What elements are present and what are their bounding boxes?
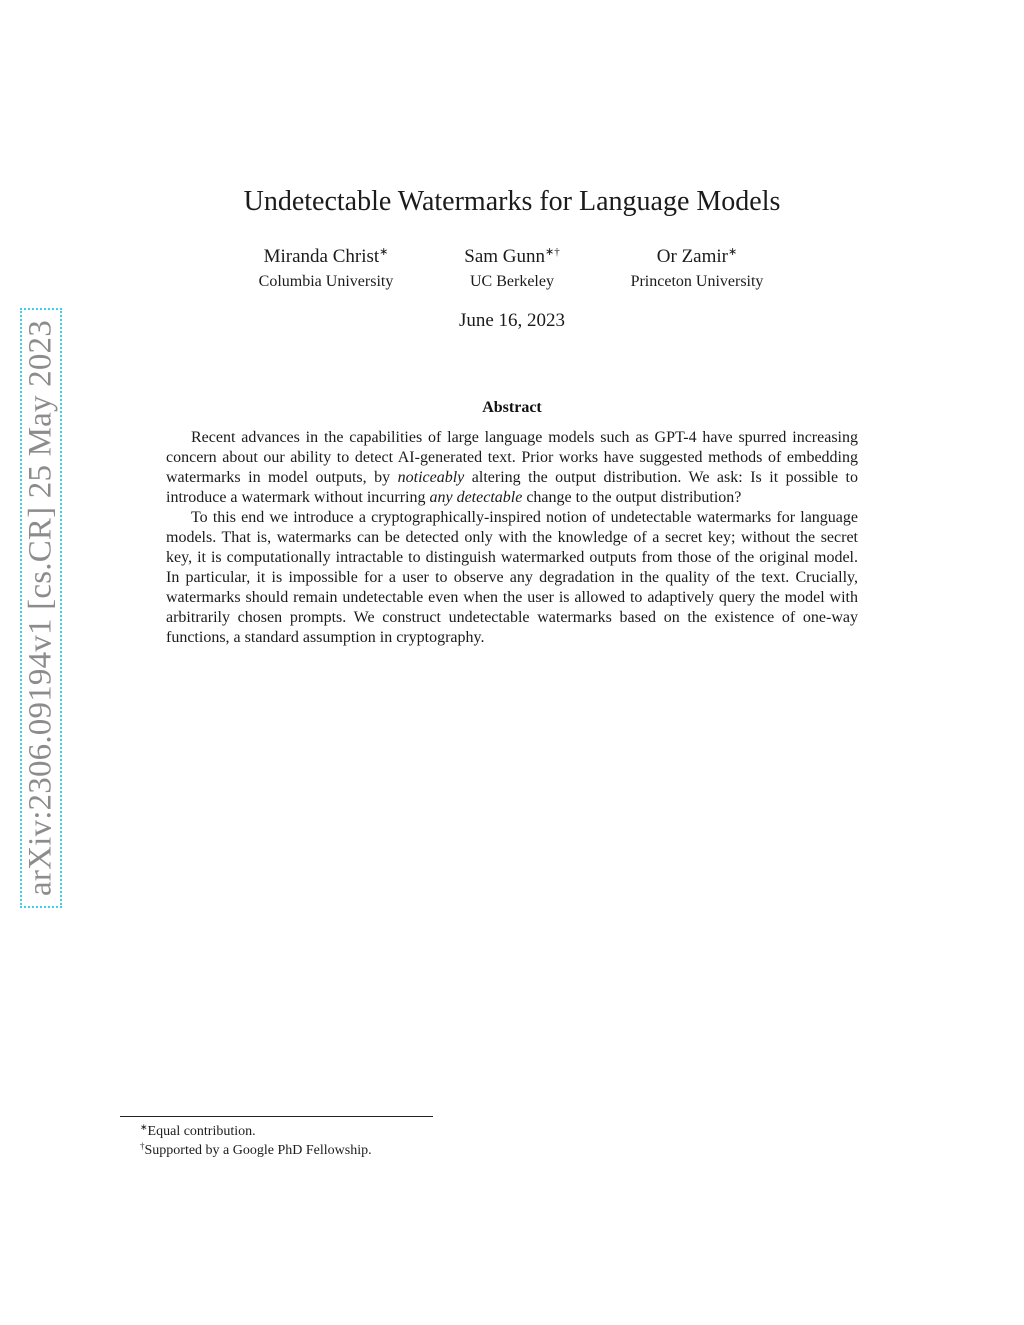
author-block [236,245,416,293]
author-name: Miranda Christ∗ [263,246,389,267]
footnote-divider [120,1116,433,1117]
publication-date: June 16, 2023 [458,310,566,331]
abstract-paragraph: To this end we introduce a cryptographically-inspired notion of undetectable watermarks for language models. That is, watermarks can be detected only with the knowledge of a secret key; without the secret key, it is computationally intractable to distinguish watermarked outputs from those of the original model. In particular, it is impossible for a user to observe any degradation in the quality of the text. Crucially, watermarks should remain undetectable even when the user is allowed to adaptively query the model with arbitrarily chosen prompts. We construct undetectable watermarks based on the existence of one-way functions, a standard assumption in cryptography. [166,509,858,646]
author-footnote-mark: ∗ [728,246,738,258]
abstract-paragraph: Recent advances in the capabilities of large language models such as GPT-4 have spurred increasing concern about our ability to detect AI-generated text. Prior works have suggested methods of embedding watermarks in model outputs, by noticeably altering the output distribution. We ask: Is it possible to introduce a watermark without incurring any detectable change to the output distribution? [166,429,859,506]
footnote: †Supported by a Google PhD Fellowship. [140,1141,372,1158]
author-name: Or Zamir∗ [656,246,738,267]
author-footnote-mark: ∗ [379,246,389,258]
author-block [602,245,792,293]
author-block [432,245,592,293]
footnotes [140,1122,372,1160]
author-footnote-mark: ∗† [545,246,560,258]
author-affiliation: Columbia University [258,273,394,290]
arxiv-identifier[interactable]: arXiv:2306.09194v1 [cs.CR] 25 May 2023 [22,320,59,896]
author-affiliation: UC Berkeley [470,273,554,290]
abstract-body [166,428,858,648]
abstract-heading: Abstract [482,399,542,416]
author-affiliation: Princeton University [630,273,764,290]
paper-title: Undetectable Watermarks for Language Models [243,186,781,217]
footnote: ∗Equal contribution. [140,1122,256,1139]
author-name: Sam Gunn∗† [464,246,560,267]
